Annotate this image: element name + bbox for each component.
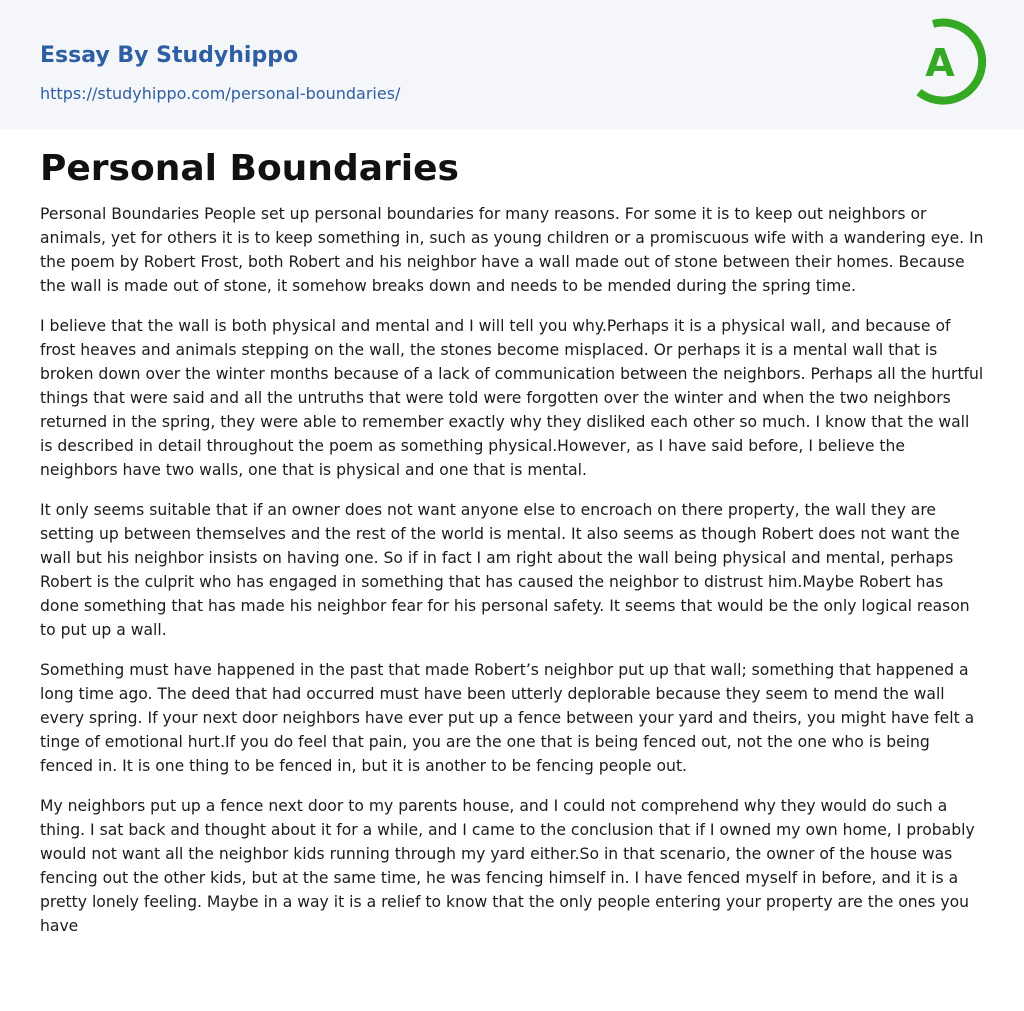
paragraph-1: Personal Boundaries People set up personal boundaries for many reasons. For some it is to keep out neighbors or animals, yet for others it is to keep something in, such as young children or a promiscuous wife with a wandering eye. In the poem by Robert Frost, both Robert and his neighbor have a wall made out of stone between their homes. Because the wall is made out of stone, it somehow breaks down and needs to be mended during the spring time.	[40, 205, 984, 295]
brand-title[interactable]: Essay By Studyhippo	[40, 43, 299, 68]
site-header	[0, 0, 1024, 129]
studyhippo-logo-icon[interactable]	[900, 17, 990, 107]
paragraph-2: I believe that the wall is both physical and mental and I will tell you why.Perhaps it is a physical wall, and because of frost heaves and animals stepping on the wall, the stones become misplaced. Or perhaps it is a mental wall that is broken down over the winter months because of a lack of communication between the neighbors. Perhaps all the hurtful things that were said and all the untruths that were told were forgotten over the winter and when the two neighbors returned in the spring, they were able to remember exactly why they disliked each other so much. I know that the wall is described in detail throughout the poem as something physical.However, as I have said before, I believe the neighbors have two walls, one that is physical and one that is mental.	[40, 317, 984, 479]
paragraph-3: It only seems suitable that if an owner does not want anyone else to encroach on there property, the wall they are setting up between themselves and the rest of the world is mental. It also seems as though Robert does not want the wall but his neighbor insists on having one. So if in fact I am right about the wall being physical and mental, perhaps Robert is the culprit who has engaged in something that has caused the neighbor to distrust him.Maybe Robert has done something that has made his neighbor fear for his personal safety. It seems that would be the only logical reason to put up a wall.	[40, 501, 970, 639]
page-title: Personal Boundaries	[40, 148, 459, 189]
logo-letter: A	[925, 41, 955, 85]
article	[40, 146, 986, 954]
paragraph-4: Something must have happened in the past that made Robert’s neighbor put up that wall; something that happened a long time ago. The deed that had occurred must have been utterly deplorable because they seem to mend the wall every spring. If your next door neighbors have ever put up a fence between your yard and theirs, you might have felt a tinge of emotional hurt.If you do feel that pain, you are the one that is being fenced out, not the one who is being fenced in. It is one thing to be fenced in, but it is another to be fencing people out.	[40, 661, 975, 775]
paragraph-5: My neighbors put up a fence next door to my parents house, and I could not comprehend why they would do such a thing. I sat back and thought about it for a while, and I came to the conclusion that if I owned my own home, I probably would not want all the neighbor kids running through my yard either.So in that scenario, the owner of the house was fencing out the other kids, but at the same time, he was fencing himself in. I have fenced myself in before, and it is a pretty lonely feeling. Maybe in a way it is a relief to know that the only people entering your property are the ones you have	[40, 797, 975, 935]
page-url-link[interactable]: https://studyhippo.com/personal-boundaries/	[40, 84, 401, 103]
